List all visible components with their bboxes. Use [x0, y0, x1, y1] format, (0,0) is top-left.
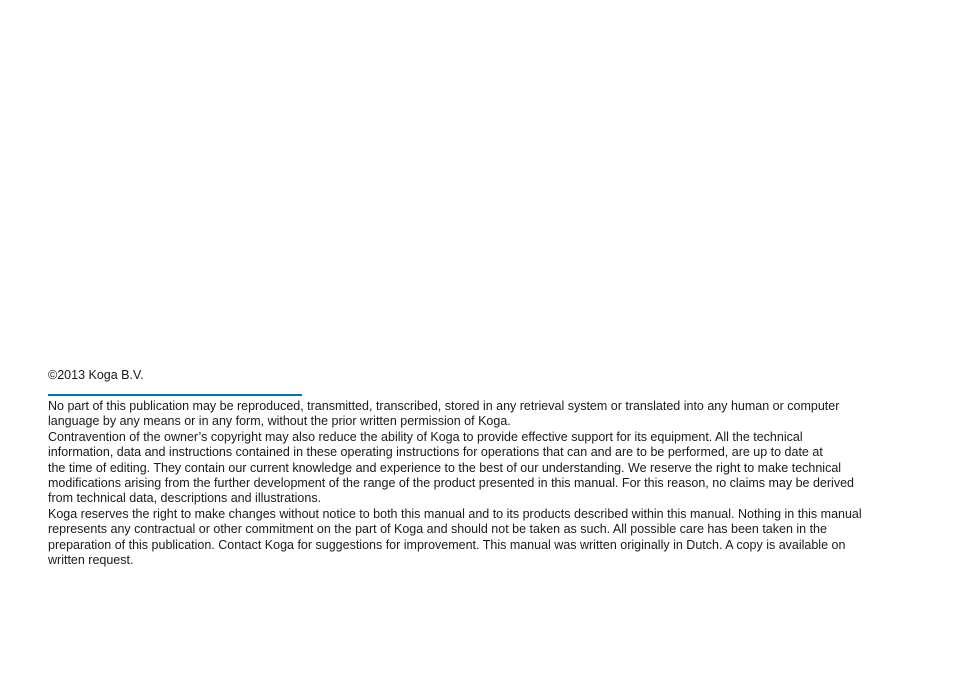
- reproduction-paragraph: No part of this publication may be reproduced, transmitted, transcribed, stored in any retrieval system or translated into any human or computer language by any means or in any form, without the prior written permission of Koga.: [48, 399, 840, 429]
- copyright-notice: ©2013 Koga B.V.: [48, 368, 144, 382]
- divider-rule: [48, 394, 302, 396]
- copyright-contravention-paragraph: Contravention of the owner’s copyright may also reduce the ability of Koga to provide effective support for its equipment. All the technical information, data and instructions contained in these operating instructions for operations that can and are to be performed, are up to date at the time of editing. They contain our current knowledge and experience to the best of our understanding. We reserve the right to make technical modifications arising from the further development of the range of the product presented in this manual. For this reason, no claims may be derived from technical data, descriptions and illustrations.: [48, 429, 854, 506]
- legal-text-block: [48, 399, 893, 568]
- changes-reserved-paragraph: Koga reserves the right to make changes without notice to both this manual and to its products described within this manual. Nothing in this manual represents any contractual or other commitment on the part of Koga and should not be taken as such. All possible care has been taken in the preparation of this publication. Contact Koga for suggestions for improvement. This manual was written originally in Dutch. A copy is available on written request.: [48, 506, 862, 568]
